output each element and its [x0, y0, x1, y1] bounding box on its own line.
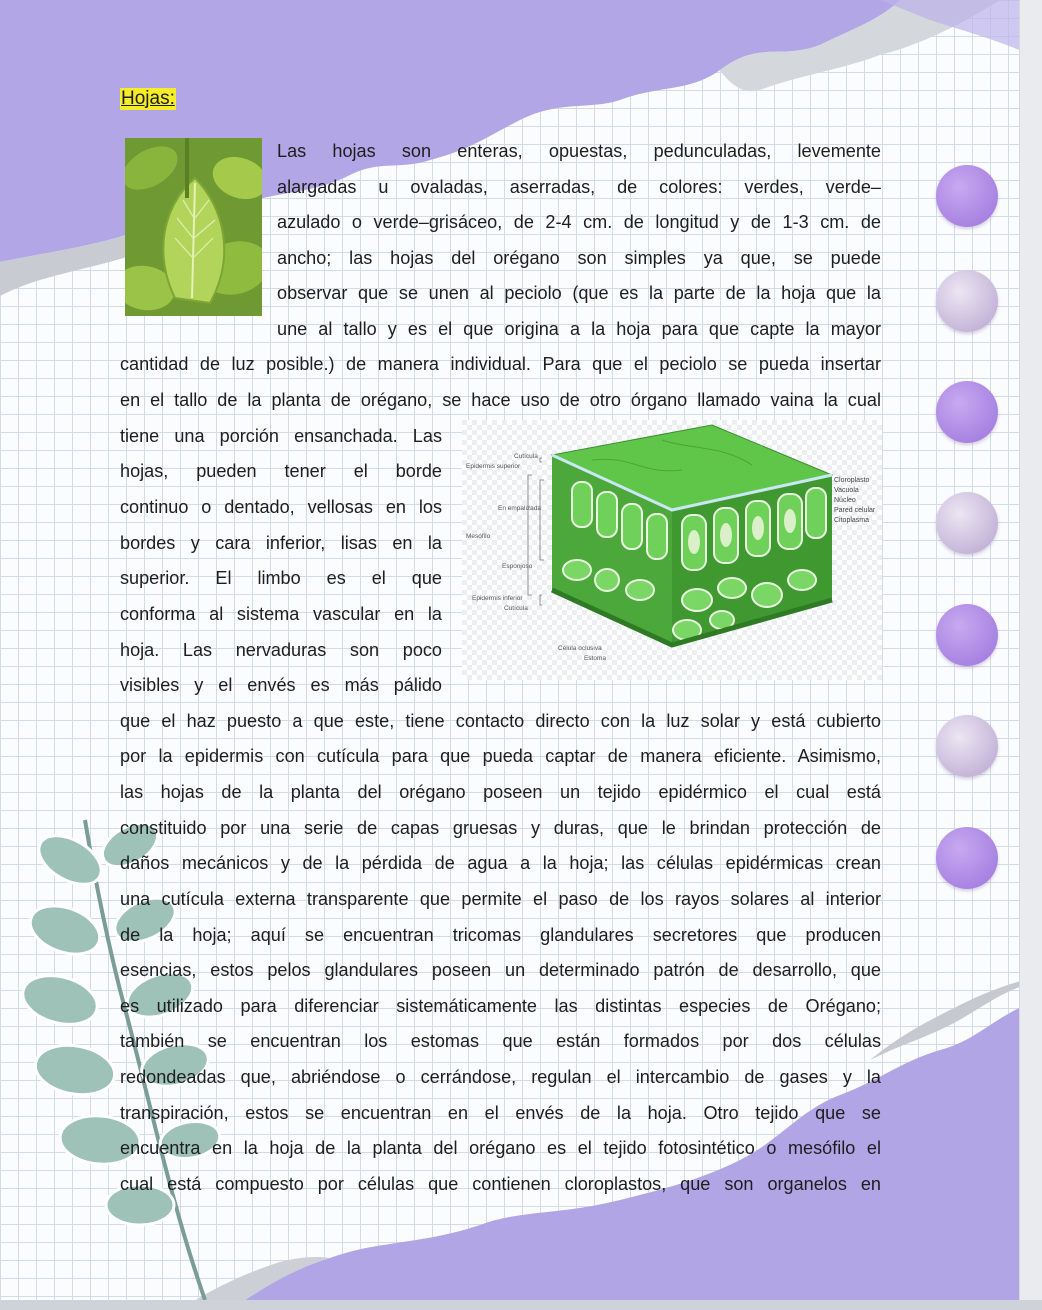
label-cloroplasto: Cloroplasto: [834, 477, 870, 484]
label-celula-oclusiva: Célula oclusiva: [558, 645, 602, 652]
paragraph-line: redondeadas que, abriéndose o cerrándose, regulan el intercambio de gases y la: [120, 1067, 881, 1087]
label-citoplasma: Citoplasma: [834, 517, 870, 524]
paragraph-line: alargadas u ovaladas, aserradas, de colores: verdes, verde–: [277, 177, 881, 197]
paragraph-line: cantidad de luz posible.) de manera individual. Para que el peciolo se pueda insertar: [120, 354, 881, 374]
page-scroll-edge: [1019, 0, 1042, 1310]
paragraph-line: bordes y cara inferior, lisas en la: [120, 533, 442, 553]
label-epidermis-superior: Epidermis superior: [466, 463, 521, 470]
purple-dot-5: [936, 604, 998, 666]
paragraph-line: una cutícula externa transparente que permite el paso de los rayos solares al interior: [120, 889, 881, 909]
paragraph-line: cual está compuesto por células que contienen cloroplastos, que son organelos en: [120, 1174, 881, 1194]
section-title: Hojas:: [121, 88, 175, 109]
label-epidermis-inferior: Epidermis inferior: [472, 595, 523, 602]
paragraph-line: encuentra en la hoja de la planta del orégano es el tejido fotosintético o mesófilo el: [120, 1138, 881, 1158]
paragraph-line: hoja. Las nervaduras son poco: [120, 640, 442, 660]
paragraph-line: visibles y el envés es más pálido: [120, 675, 442, 695]
label-mesofilo: Mesófilo: [466, 533, 491, 540]
purple-dot-7: [936, 827, 998, 889]
paragraph-line: continuo o dentado, vellosas en los: [120, 497, 442, 517]
paragraph-line: esencias, estos pelos glandulares poseen un determinado patrón de desarrollo, que: [120, 960, 881, 980]
paragraph-line: es utilizado para diferenciar sistemáticamente las distintas especies de Orégano;: [120, 996, 881, 1016]
oregano-leaf-photo: [125, 138, 262, 316]
label-pared-celular: Pared celular: [834, 507, 876, 514]
label-esponjoso: Esponjoso: [502, 563, 533, 570]
paragraph-line: Las hojas son enteras, opuestas, pedunculadas, levemente: [277, 141, 881, 161]
paragraph-line: transpiración, estos se encuentran en el envés de la hoja. Otro tejido que se: [120, 1103, 881, 1123]
paragraph-line: de la hoja; aquí se encuentran tricomas glandulares secretores que producen: [120, 925, 881, 945]
paragraph-line: las hojas de la planta del orégano poseen un tejido epidérmico el cual está: [120, 782, 881, 802]
purple-dot-4: [936, 492, 998, 554]
purple-dot-1: [936, 165, 998, 227]
purple-dot-6: [936, 715, 998, 777]
paragraph-line: conforma al sistema vascular en la: [120, 604, 442, 624]
paragraph-line: une al tallo y es el que origina a la hoja para que capte la mayor: [277, 319, 881, 339]
label-nucleo: Núcleo: [834, 497, 856, 504]
label-empalizada: En empalizada: [498, 505, 541, 512]
paragraph-line: observar que se unen al peciolo (que es la parte de la hoja que la: [277, 283, 881, 303]
leaf-cross-section-diagram: [462, 420, 882, 680]
paragraph-line: también se encuentran los estomas que están formados por dos células: [120, 1031, 881, 1051]
paragraph-line: por la epidermis con cutícula para que pueda captar de manera eficiente. Asimismo,: [120, 746, 881, 766]
purple-dot-2: [936, 270, 998, 332]
page-bottom-edge: [0, 1300, 1042, 1310]
paragraph-line: que el haz puesto a que este, tiene contacto directo con la luz solar y está cubierto: [120, 711, 881, 731]
label-estoma: Estoma: [584, 655, 607, 662]
purple-dot-3: [936, 381, 998, 443]
paragraph-line: azulado o verde–grisáceo, de 2-4 cm. de longitud y de 1-3 cm. de: [277, 212, 881, 232]
paragraph-line: constituido por una serie de capas gruesas y duras, que le brindan protección de: [120, 818, 881, 838]
label-vacuola: Vacuola: [834, 487, 859, 494]
paragraph-line: hojas, pueden tener el borde: [120, 461, 442, 481]
paragraph-line: superior. El limbo es el que: [120, 568, 442, 588]
label-cuticula-top: Cutícula: [514, 453, 538, 460]
paragraph-line: ancho; las hojas del orégano son simples ya que, se puede: [277, 248, 881, 268]
paragraph-line: tiene una porción ensanchada. Las: [120, 426, 442, 446]
paragraph-line: daños mecánicos y de la pérdida de agua a la hoja; las células epidérmicas crean: [120, 853, 881, 873]
label-cuticula-bottom: Cutícula: [504, 605, 528, 612]
paragraph-line: en el tallo de la planta de orégano, se hace uso de otro órgano llamado vaina la cual: [120, 390, 881, 410]
